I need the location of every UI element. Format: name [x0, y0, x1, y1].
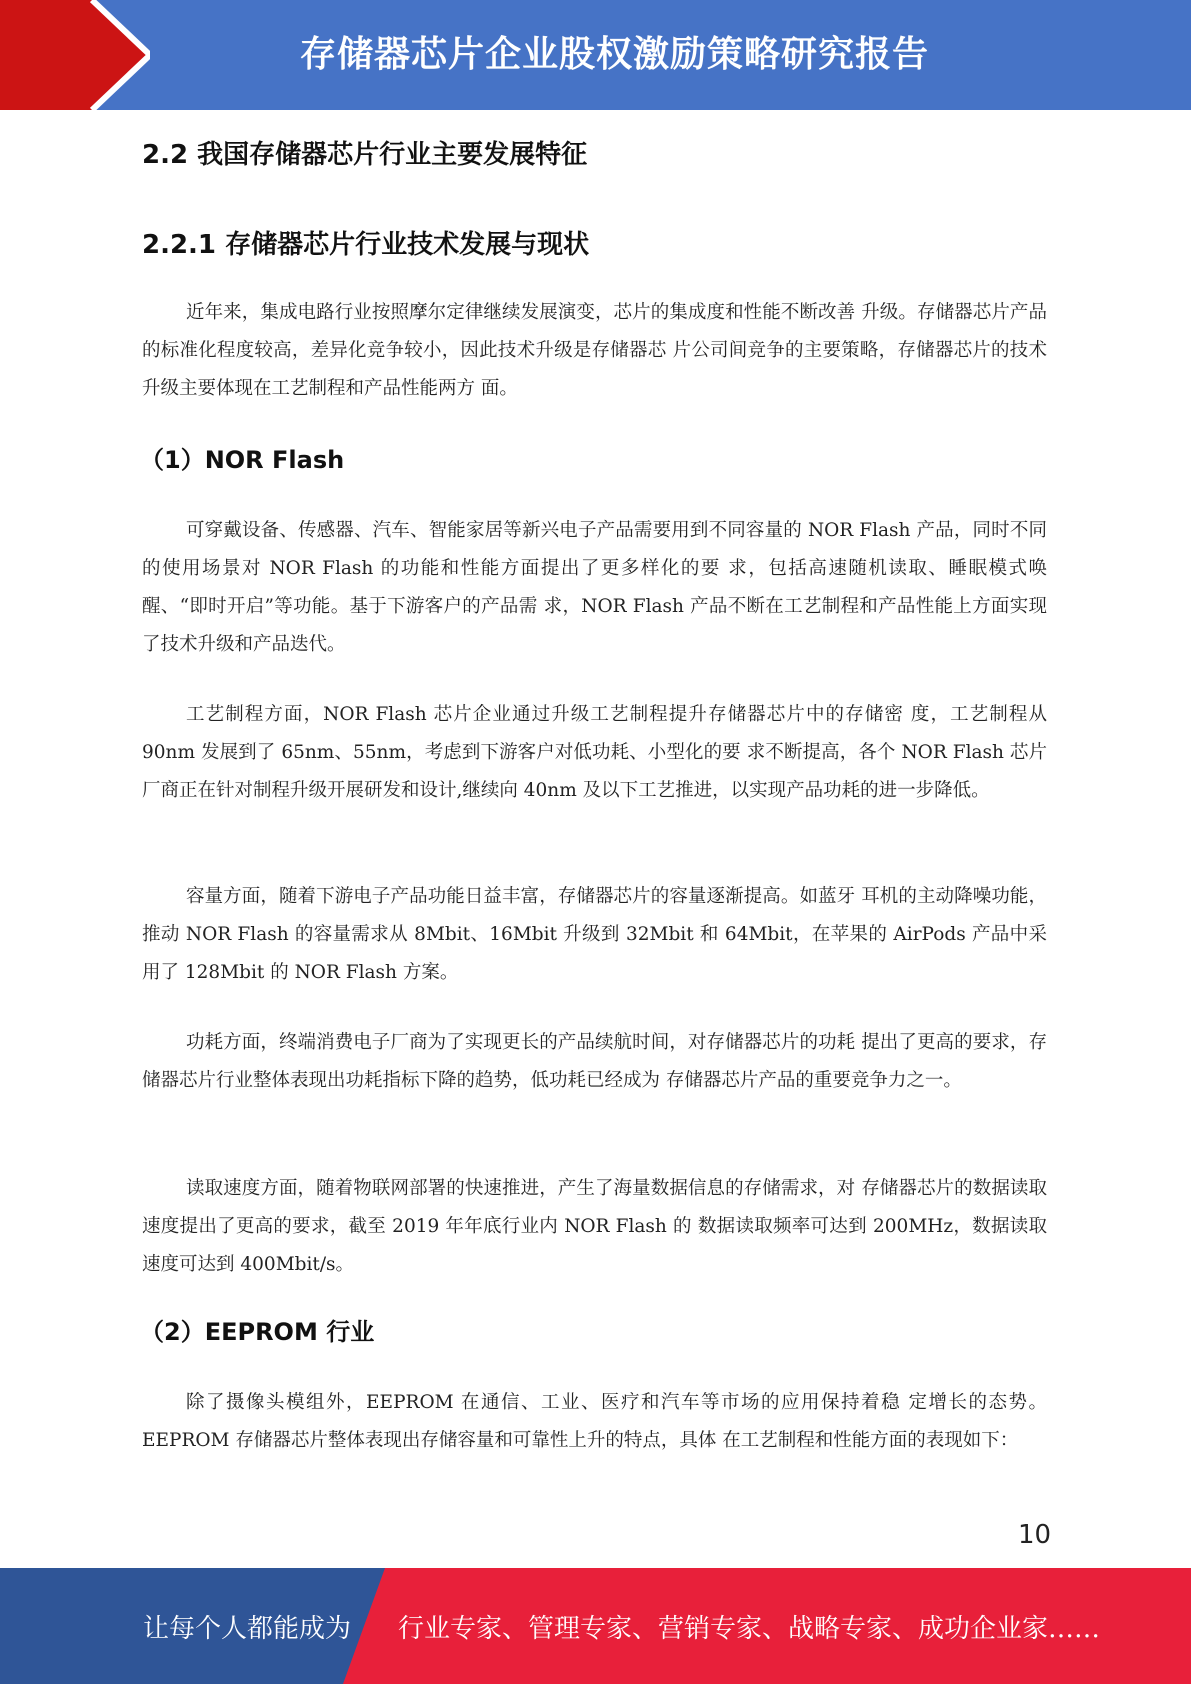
eeprom-paragraph-1: 除了摄像头模组外，EEPROM 在通信、工业、医疗和汽车等市场的应用保持着稳 定增长的态势。EEPROM 存储器芯片整体表现出存储容量和可靠性上升的特点，具体 在工艺制程和性能方面的表现如下：: [142, 1392, 1047, 1451]
eeprom-heading: （2）EEPROM 行业: [140, 1318, 375, 1346]
nor-flash-heading: （1）NOR Flash: [140, 446, 345, 474]
nor-flash-paragraph-2: 工艺制程方面，NOR Flash 芯片企业通过升级工艺制程提升存储器芯片中的存储密 度，工艺制程从 90nm 发展到了 65nm、55nm，考虑到下游客户对低功耗、小型化的要 求不断提高，各个 NOR Flash 芯片厂商正在针对制程升级开展研发和设计,继续向 40nm 及以下工艺推进，以实现产品功耗的进一步降低。: [142, 704, 1047, 801]
report-title: 存储器芯片企业股权激励策略研究报告: [300, 34, 930, 75]
footer-banner: [0, 1568, 1191, 1684]
page-number: 10: [1018, 1520, 1052, 1550]
intro-paragraph: 近年来，集成电路行业按照摩尔定律继续发展演变，芯片的集成度和性能不断改善 升级。存储器芯片产品的标准化程度较高，差异化竞争较小，因此技术升级是存储器芯 片公司间竞争的主要策略，存储器芯片的技术升级主要体现在工艺制程和产品性能两方 面。: [142, 302, 1047, 399]
section-heading: 2.2 我国存储器芯片行业主要发展特征: [142, 140, 588, 170]
subsection-heading: 2.2.1 存储器芯片行业技术发展与现状: [142, 230, 590, 260]
nor-flash-paragraph-1: 可穿戴设备、传感器、汽车、智能家居等新兴电子产品需要用到不同容量的 NOR Flash 产品，同时不同的使用场景对 NOR Flash 的功能和性能方面提出了更多样化的要 求，包括高速随机读取、睡眠模式唤醒、“即时开启”等功能。基于下游客户的产品需 求，NOR Flash 产品不断在工艺制程和产品性能上方面实现了技术升级和产品迭代。: [142, 520, 1047, 655]
header-banner: [0, 0, 1191, 110]
footer-slogan-right: 行业专家、管理专家、营销专家、战略专家、成功企业家……: [398, 1614, 1101, 1644]
header-red-arrow: [0, 0, 150, 110]
nor-flash-paragraph-3: 容量方面，随着下游电子产品功能日益丰富，存储器芯片的容量逐渐提高。如蓝牙 耳机的主动降噪功能，推动 NOR Flash 的容量需求从 8Mbit、16Mbit 升级到 32Mbit 和 64Mbit，在苹果的 AirPods 产品中采用了 128Mbit 的 NOR Flash 方案。: [142, 886, 1047, 983]
nor-flash-paragraph-5: 读取速度方面，随着物联网部署的快速推进，产生了海量数据信息的存储需求，对 存储器芯片的数据读取速度提出了更高的要求，截至 2019 年年底行业内 NOR Flash 的 数据读取频率可达到 200MHz，数据读取速度可达到 400Mbit/s。: [142, 1178, 1047, 1275]
footer-slogan-left: 让每个人都能成为: [143, 1614, 352, 1644]
nor-flash-paragraph-4: 功耗方面，终端消费电子厂商为了实现更长的产品续航时间，对存储器芯片的功耗 提出了更高的要求，存储器芯片行业整体表现出功耗指标下降的趋势，低功耗已经成为 存储器芯片产品的重要竞争力之一。: [142, 1032, 1047, 1091]
